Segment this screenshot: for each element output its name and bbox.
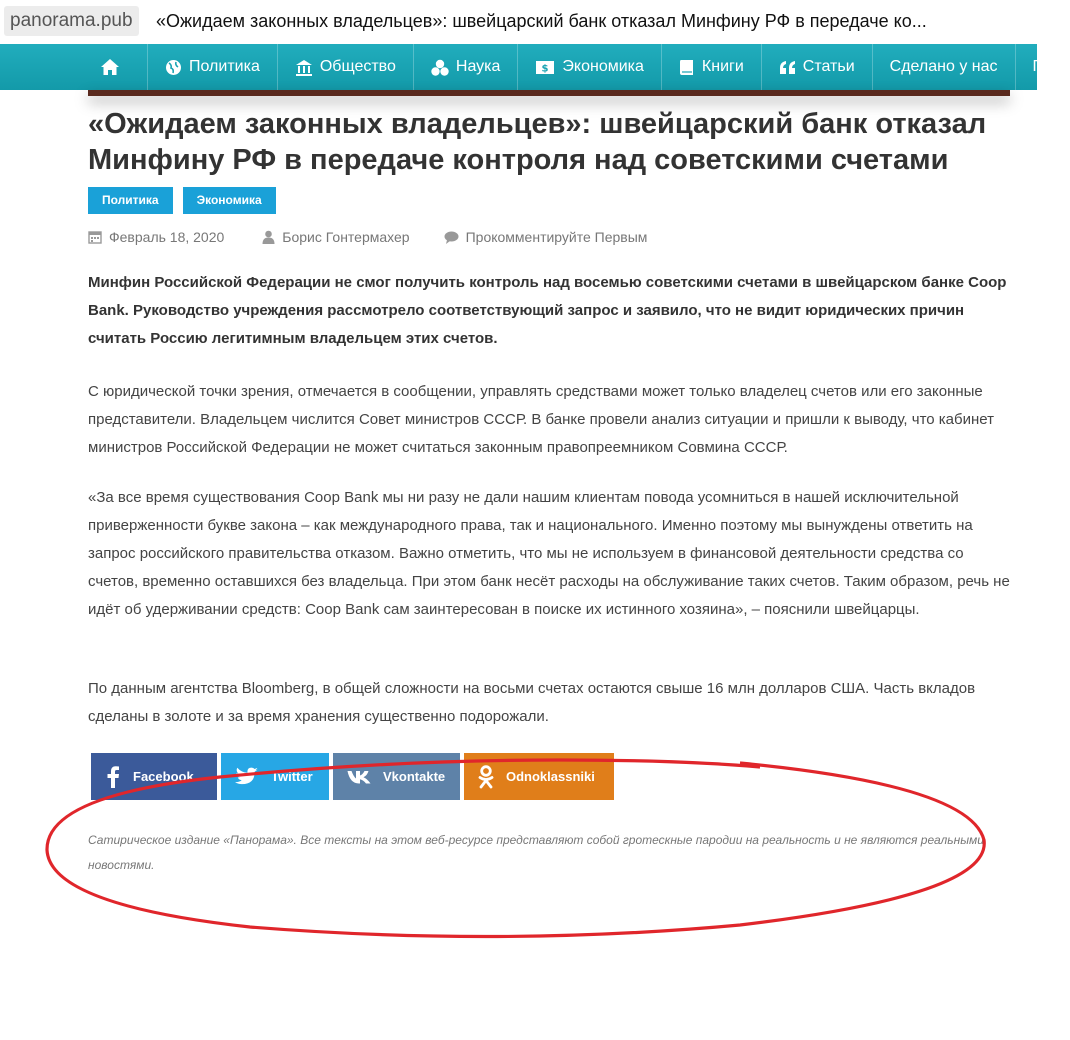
nav-item-more[interactable]: [1016, 44, 1070, 90]
meta-comments[interactable]: [444, 229, 648, 245]
share-odnoklassniki-button[interactable]: [464, 753, 614, 800]
tab-title: «Ожидаем законных владельцев»: швейцарский банк отказал Минфину РФ в передаче ко...: [156, 11, 927, 31]
article-title: «Ожидаем законных владельцев»: швейцарский банк отказал Минфину РФ в передаче контроля над советскими счетами: [88, 108, 987, 176]
nav-label: Книги: [701, 58, 744, 75]
nav-label: Наука: [455, 58, 501, 75]
share-buttons: [91, 753, 614, 800]
nav-item-society[interactable]: [278, 44, 414, 90]
nav-label: Статьи: [802, 58, 855, 75]
article-paragraph: По данным агентства Bloomberg, в общей сложности на восьми счетах остаются свыше 16 млн долларов США. Часть вкладов сделаны в золоте и за время хранения существенно подорожали.: [88, 680, 976, 725]
category-tag-politics[interactable]: Политика: [88, 187, 173, 214]
browser-title-bar: [0, 0, 1037, 44]
nav-item-articles[interactable]: [762, 44, 873, 90]
meta-author[interactable]: [262, 229, 409, 245]
calendar-icon: [88, 230, 102, 244]
globe-icon: [165, 59, 182, 76]
category-tags: [88, 187, 276, 214]
molecule-icon: [431, 59, 449, 76]
category-tag-economy[interactable]: Экономика: [183, 187, 276, 214]
bank-icon: [295, 59, 313, 76]
quote-icon: [779, 60, 796, 75]
share-facebook-button[interactable]: [91, 753, 217, 800]
nav-item-economy[interactable]: [518, 44, 662, 90]
article-author: Борис Гонтермахер: [282, 229, 410, 245]
money-icon: [535, 60, 555, 75]
svg-text:$: $: [541, 63, 549, 74]
share-label: Twitter: [271, 769, 313, 784]
share-vkontakte-button[interactable]: [333, 753, 460, 800]
comments-link: Прокомментируйте Первым: [465, 229, 648, 245]
article-date: Февраль 18, 2020: [109, 229, 225, 245]
share-label: Odnoklassniki: [506, 769, 595, 784]
book-icon: [679, 59, 695, 76]
nav-item-books[interactable]: [662, 44, 762, 90]
facebook-icon: [105, 766, 121, 788]
user-icon: [262, 230, 275, 244]
nav-item-made-here[interactable]: [873, 44, 1016, 90]
site-domain: panorama.pub: [4, 6, 139, 36]
article-paragraph: «За все время существования Coop Bank мы ни разу не дали нашим клиентам повода усомниться в нашей исключительной приверженности букве закона – как международного права, так и национального. Именно поэтому мы вынуждены ответить на запрос российского правительства отказом. Важно отметить, что мы не используем в финансовой деятельности средства со счетов, временно оставшихся без владельца. При этом банк несёт расходы на обслуживание таких счетов. Таким образом, речь не идёт об удерживании средств: Coop Bank сам заинтересован в поиске их истинного хозяина», – пояснили швейцарцы.: [88, 489, 1010, 618]
share-twitter-button[interactable]: [221, 753, 329, 800]
article-paragraph: С юридической точки зрения, отмечается в сообщении, управлять средствами может только владелец счетов или его законные представители. Владельцем числится Совет министров СССР. В банке провели анализ ситуации и пришли к выводу, что кабинет министров Российской Федерации не может считаться законным правопреемником Совмина СССР.: [88, 383, 994, 456]
satire-disclaimer: Сатирическое издание «Панорама». Все тексты на этом веб-ресурсе представляют собой гротескные пародии на реальность и не являются реальными новостями.: [88, 833, 984, 872]
vk-icon: [347, 770, 371, 784]
odnoklassniki-icon: [478, 765, 494, 789]
share-label: Vkontakte: [383, 769, 446, 784]
nav-label: Экономика: [562, 58, 644, 75]
nav-item-science[interactable]: [414, 44, 519, 90]
meta-date: [88, 229, 224, 245]
article-lead: Минфин Российской Федерации не смог получить контроль над восемью советскими счетами в швейцарском банке Coop Bank. Руководство учреждения рассмотрело соответствующий запрос и заявило, что не видит юридических причин считать Россию легитимным владельцем этих счетов.: [88, 274, 1007, 347]
main-nav: [0, 44, 1053, 90]
nav-label: Общество: [319, 58, 396, 75]
nav-label: Сделано у нас: [889, 58, 998, 75]
share-label: Facebook: [133, 769, 194, 784]
nav-label: По: [1032, 58, 1053, 75]
nav-item-politics[interactable]: [148, 44, 278, 90]
article-meta: [88, 226, 647, 248]
header-image-edge: [88, 90, 1010, 96]
nav-home[interactable]: [0, 44, 148, 90]
home-icon: [100, 58, 120, 76]
twitter-icon: [235, 767, 259, 787]
comment-icon: [444, 231, 459, 244]
nav-label: Политика: [189, 58, 260, 75]
